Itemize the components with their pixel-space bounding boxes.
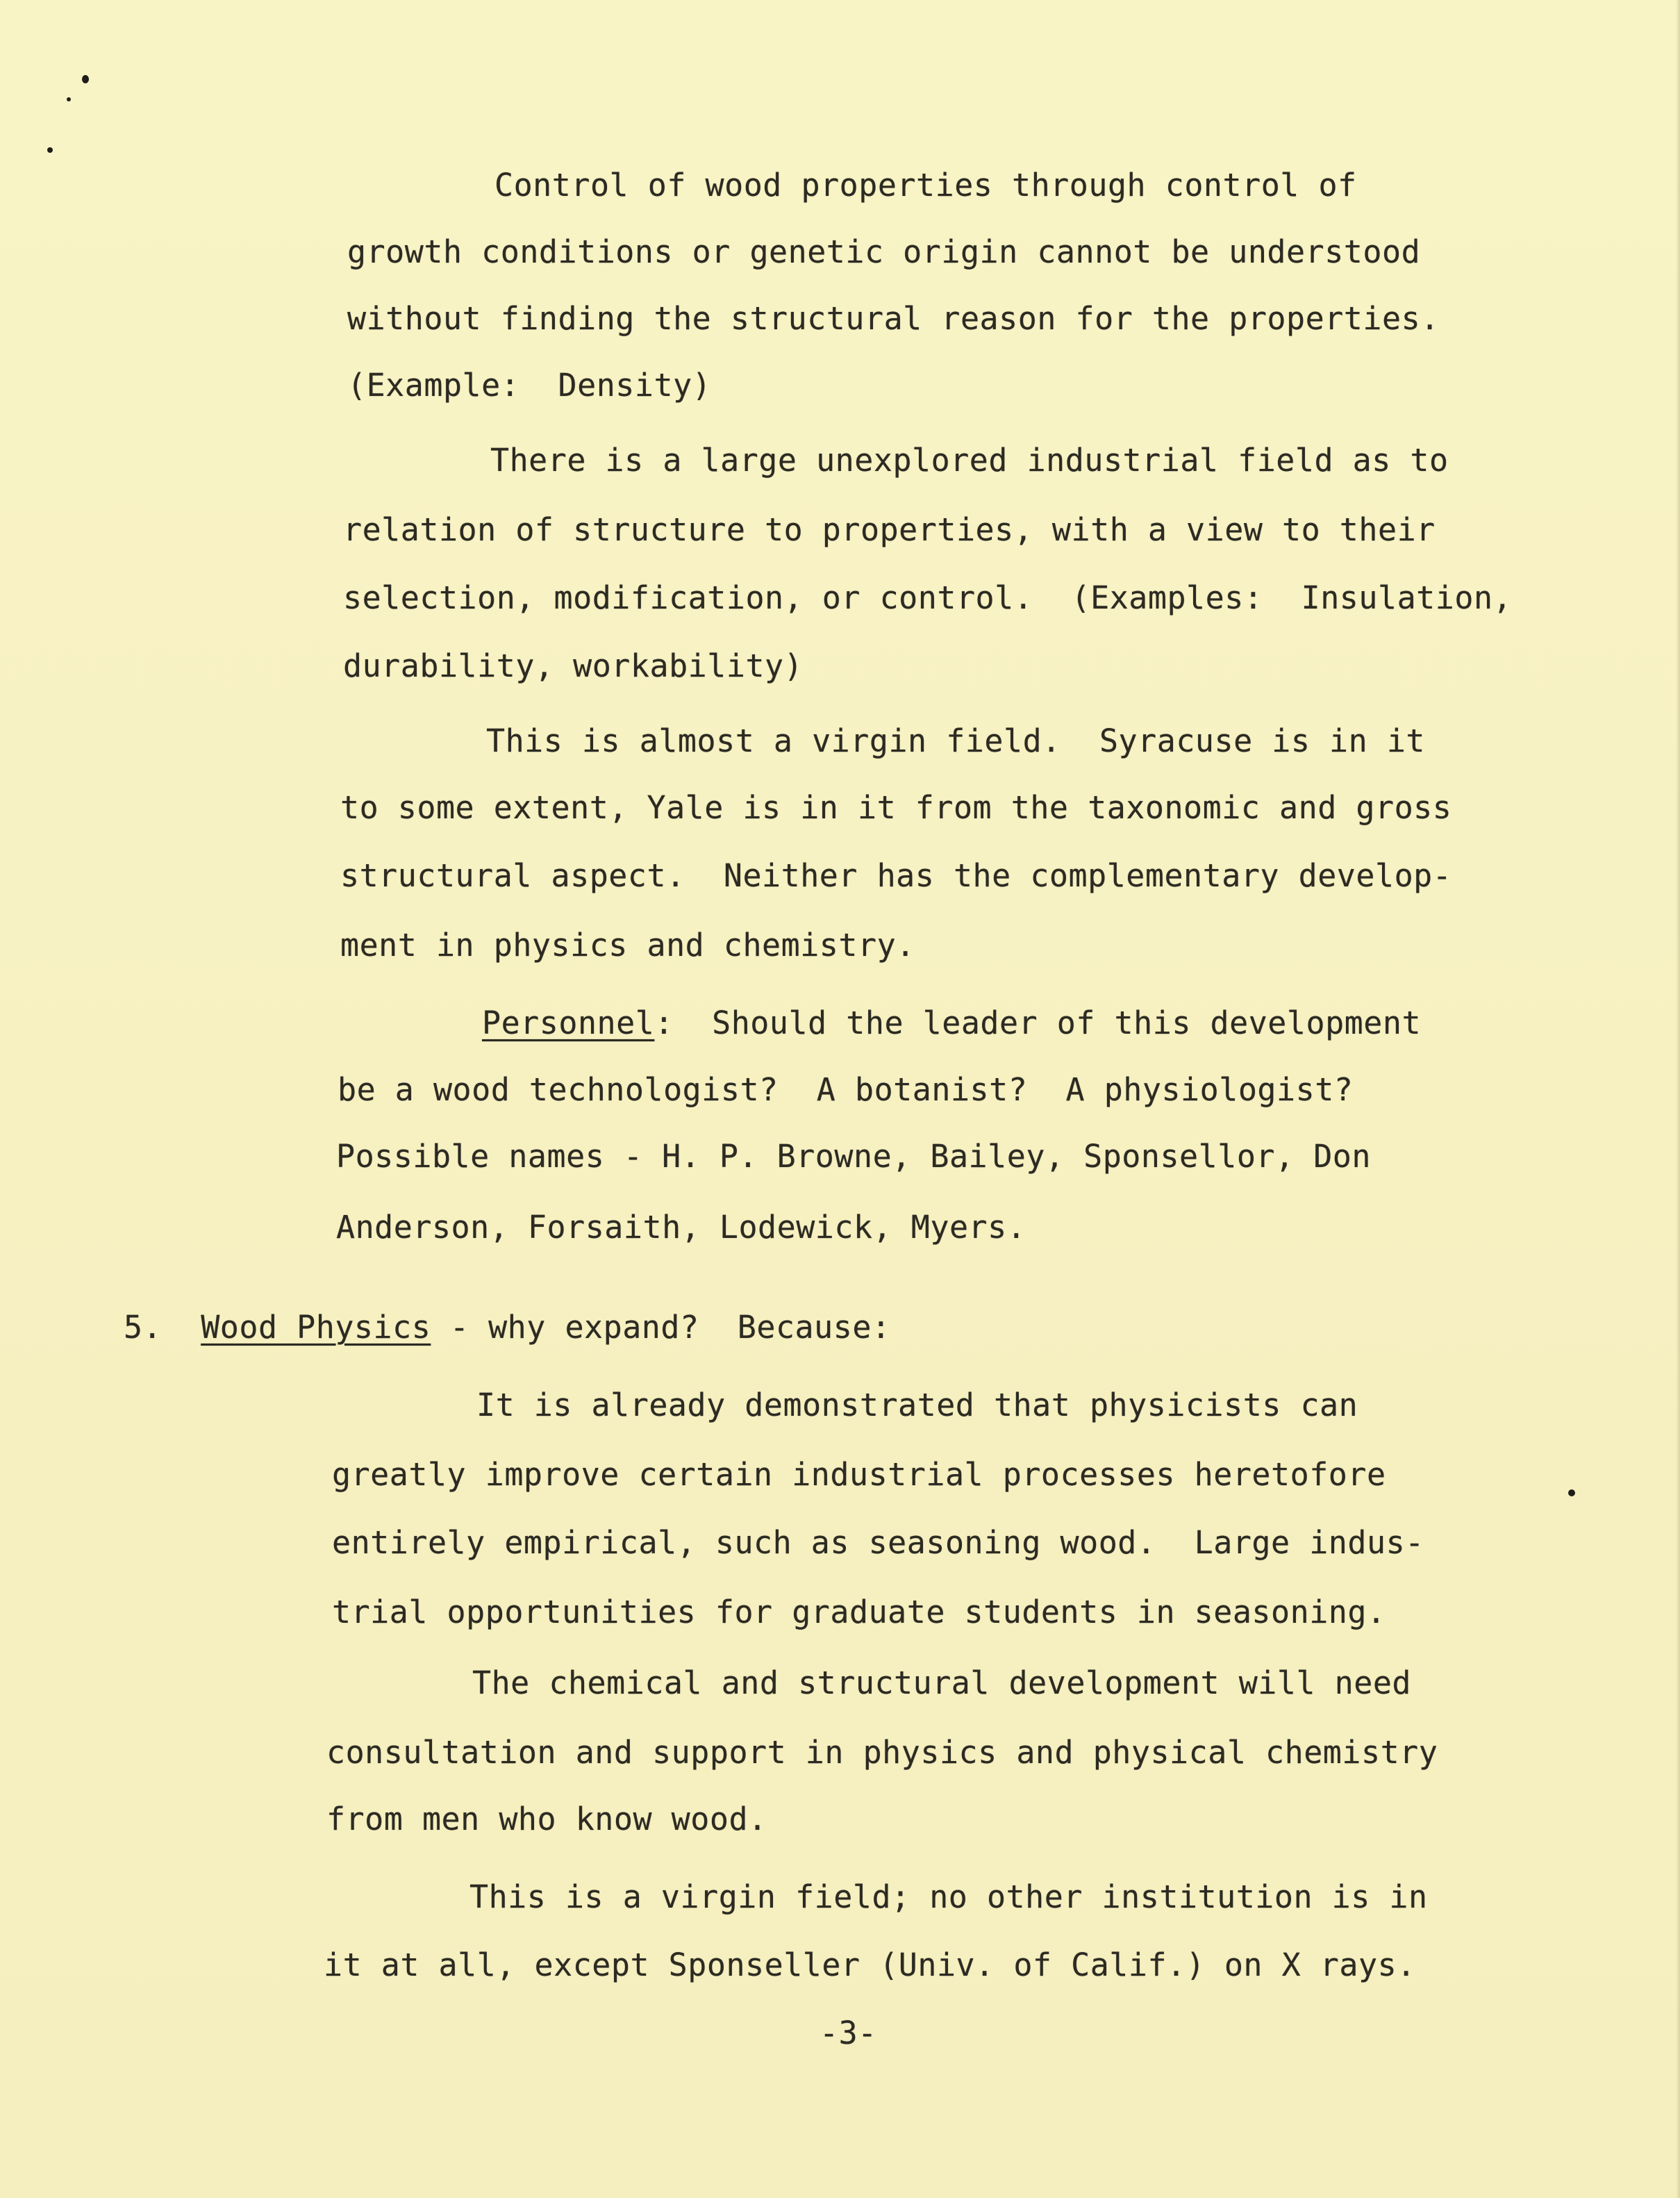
paragraph-1-line-3: without finding the structural reason for the properties.	[347, 300, 1440, 337]
paragraph-3-line-4: ment in physics and chemistry.	[340, 927, 915, 964]
paragraph-6-line-3: from men who know wood.	[326, 1801, 767, 1837]
ink-speck	[47, 147, 53, 153]
paragraph-2-line-3: selection, modification, or control. (Examples: Insulation,	[343, 579, 1513, 616]
paragraph-5-line-2: greatly improve certain industrial processes heretofore	[332, 1456, 1386, 1493]
paragraph-7-line-1: This is a virgin field; no other institution is in	[469, 1878, 1428, 1915]
page-number: -3-	[820, 2015, 877, 2051]
paragraph-4-line-1	[482, 1007, 1421, 1039]
paragraph-5-line-4: trial opportunities for graduate students in seasoning.	[332, 1594, 1386, 1630]
paragraph-6-line-1: The chemical and structural development will need	[472, 1664, 1412, 1701]
paragraph-4-line-2: be a wood technologist? A botanist? A physiologist?	[338, 1071, 1354, 1108]
paragraph-3-line-1: This is almost a virgin field. Syracuse is in it	[486, 722, 1426, 759]
paragraph-4-line-4: Anderson, Forsaith, Lodewick, Myers.	[336, 1209, 1026, 1246]
personnel-label: Personnel	[482, 1005, 655, 1041]
section-5-heading	[124, 1309, 891, 1346]
paragraph-5-line-3: entirely empirical, such as seasoning wood. Large indus-	[332, 1524, 1424, 1561]
section-5-title: Wood Physics	[201, 1309, 431, 1346]
ink-speck	[82, 75, 89, 83]
paragraph-5-line-1: It is already demonstrated that physicists can	[476, 1387, 1358, 1423]
ink-speck	[67, 97, 71, 101]
section-5-number: 5.	[124, 1309, 163, 1346]
paragraph-1-line-1: Control of wood properties through control of	[494, 167, 1357, 204]
paragraph-2-line-4: durability, workability)	[343, 647, 804, 684]
paragraph-7-line-2: it at all, except Sponseller (Univ. of Calif.) on X rays.	[324, 1947, 1416, 1983]
paragraph-1-line-4: (Example: Density)	[347, 367, 712, 404]
paragraph-3-line-2: to some extent, Yale is in it from the taxonomic and gross	[340, 789, 1452, 826]
paragraph-3-line-3: structural aspect. Neither has the complementary develop-	[340, 857, 1452, 894]
section-5-title-rest: - why expand? Because:	[431, 1309, 891, 1346]
personnel-line-rest: : Should the leader of this development	[654, 1005, 1422, 1041]
paragraph-1-line-2: growth conditions or genetic origin cannot be understood	[347, 233, 1421, 270]
paragraph-6-line-2: consultation and support in physics and physical chemistry	[326, 1734, 1438, 1771]
ink-speck	[1568, 1489, 1575, 1496]
paragraph-2-line-2: relation of structure to properties, with a view to their	[343, 511, 1436, 548]
paragraph-2-line-1: There is a large unexplored industrial field as to	[490, 442, 1449, 479]
paper-edge	[1676, 0, 1680, 2198]
paragraph-4-line-3: Possible names - H. P. Browne, Bailey, Sponsellor, Don	[336, 1138, 1371, 1175]
